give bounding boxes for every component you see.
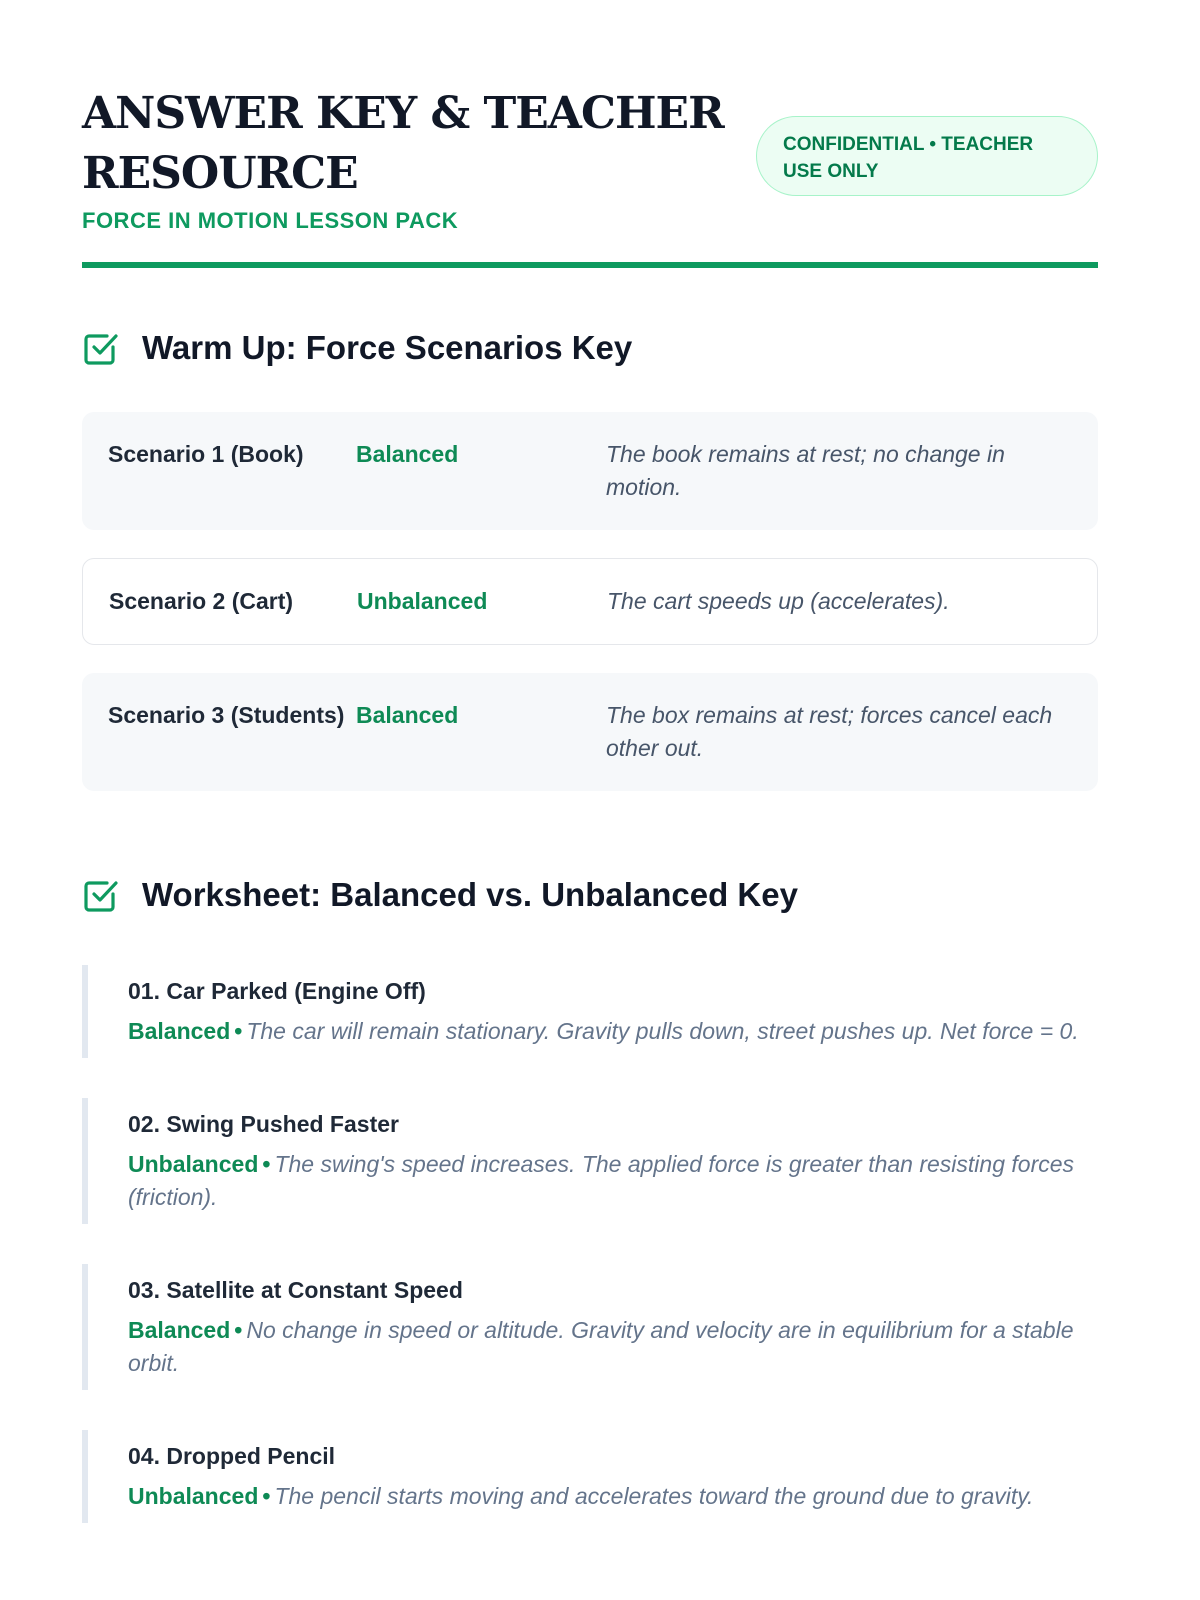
scenario-verdict: Unbalanced xyxy=(357,588,488,614)
list-item xyxy=(82,1264,1098,1390)
item-body xyxy=(128,1314,1098,1380)
checkbox-check-icon xyxy=(82,329,120,367)
bullet-separator: • xyxy=(262,1483,271,1509)
scenario-row xyxy=(82,673,1098,791)
scenario-note: The box remains at rest; forces cancel each other out. xyxy=(606,702,1053,761)
bullet-separator: • xyxy=(262,1151,271,1177)
warmup-section-title: Warm Up: Force Scenarios Key xyxy=(142,329,633,366)
item-title: 03. Satellite at Constant Speed xyxy=(128,1277,463,1303)
warmup-section-heading xyxy=(82,326,1098,370)
item-title: 01. Car Parked (Engine Off) xyxy=(128,978,426,1004)
scenario-name: Scenario 2 (Cart) xyxy=(109,588,294,614)
scenario-name: Scenario 3 (Students) xyxy=(108,702,345,728)
worksheet-key-list xyxy=(82,965,1098,1523)
item-body xyxy=(128,1480,1098,1513)
checkbox-check-icon xyxy=(82,876,120,914)
item-body xyxy=(128,1148,1098,1214)
scenario-name: Scenario 1 (Book) xyxy=(108,441,304,467)
scenario-row xyxy=(82,412,1098,530)
bullet-separator: • xyxy=(234,1018,243,1044)
scenario-note: The book remains at rest; no change in motion. xyxy=(606,441,1005,500)
item-verdict: Balanced xyxy=(128,1317,231,1343)
bullet-separator: • xyxy=(234,1317,243,1343)
scenario-row xyxy=(82,558,1098,645)
scenario-note: The cart speeds up (accelerates). xyxy=(607,588,950,614)
item-note: The car will remain stationary. Gravity pulls down, street pushes up. Net force = 0. xyxy=(246,1018,1079,1044)
item-title: 04. Dropped Pencil xyxy=(128,1443,336,1469)
scenario-verdict: Balanced xyxy=(356,441,459,467)
page-title: ANSWER KEY & TEACHER RESOURCE xyxy=(82,88,724,199)
item-verdict: Unbalanced xyxy=(128,1151,259,1177)
item-verdict: Unbalanced xyxy=(128,1483,259,1509)
item-note: The swing's speed increases. The applied force is greater than resisting forces (friction). xyxy=(128,1151,1075,1210)
item-verdict: Balanced xyxy=(128,1018,231,1044)
list-item xyxy=(82,965,1098,1058)
item-note: No change in speed or altitude. Gravity and velocity are in equilibrium for a stable orbit. xyxy=(128,1317,1074,1376)
item-note: The pencil starts moving and accelerates toward the ground due to gravity. xyxy=(274,1483,1034,1509)
page-subtitle: FORCE IN MOTION LESSON PACK xyxy=(82,208,459,233)
header-divider xyxy=(82,262,1098,268)
confidential-badge: CONFIDENTIAL • TEACHER USE ONLY xyxy=(756,116,1098,196)
item-title: 02. Swing Pushed Faster xyxy=(128,1111,399,1137)
scenario-key-table xyxy=(82,412,1098,791)
worksheet-section-heading xyxy=(82,873,1098,917)
page-header xyxy=(82,84,1098,232)
list-item xyxy=(82,1098,1098,1224)
item-body xyxy=(128,1015,1098,1048)
worksheet-section-title: Worksheet: Balanced vs. Unbalanced Key xyxy=(142,876,798,913)
list-item xyxy=(82,1430,1098,1523)
scenario-verdict: Balanced xyxy=(356,702,459,728)
